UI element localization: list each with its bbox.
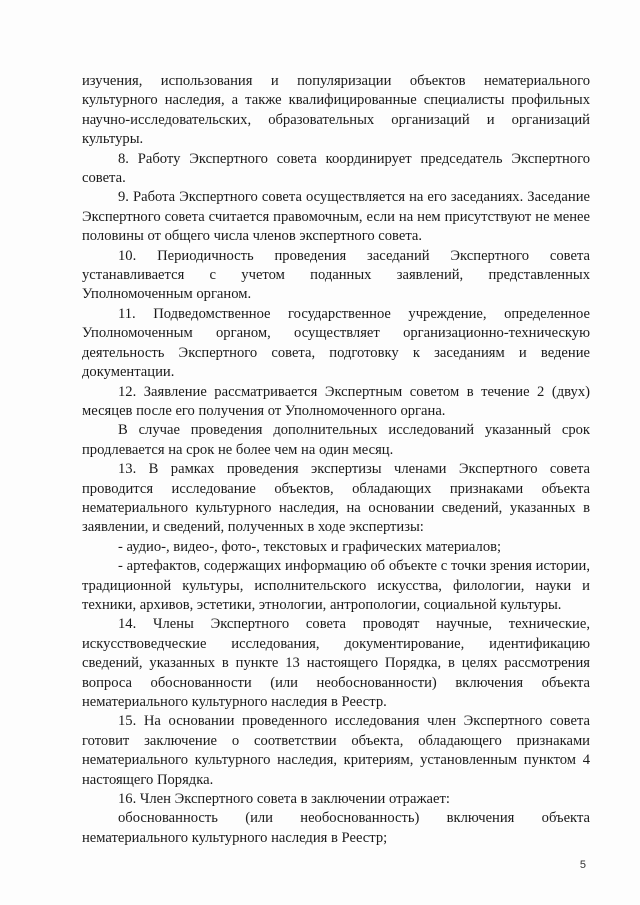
paragraph-10: 10. Периодичность проведения заседаний Экспертного совета устанавливается с учетом поданных заявлений, представленных Уполномоченным органом. [82,247,590,303]
paragraph-12-extension: В случае проведения дополнительных исследований указанный срок продлевается на срок не более чем на один месяц. [82,422,590,458]
list-item-artifacts: - артефактов, содержащих информацию об объекте с точки зрения истории, традиционной культуры, исполнительского искусства, филологии, науки и техники, архивов, эстетики, этнологии, антропологии, социальной культуры. [82,558,590,613]
document-body [82,72,590,848]
paragraph-9: 9. Работа Экспертного совета осуществляется на его заседаниях. Заседание Экспертного совета считается правомочным, если на нем присутствуют не менее половины от общего числа членов экспертного совета. [82,189,590,245]
paragraph-continued: изучения, использования и популяризации объектов нематериального культурного наследия, а также квалифицированные специалисты профильных научно-исследовательских, образовательных организаций и организаций культуры. [82,73,590,148]
paragraph-14: 14. Члены Экспертного совета проводят научные, технические, искусствоведческие исследования, документирование, идентификацию сведений, указанных в пункте 13 настоящего Порядка, в целях рассмотрения вопроса обоснованности (или необоснованности) включения объекта нематериального культурного наследия в Реестр. [82,616,590,710]
paragraph-11: 11. Подведомственное государственное учреждение, определенное Уполномоченным органом, осуществляет организационно-техническую деятельность Экспертного совета, подготовку к заседаниям и ведение документации. [82,305,590,381]
paragraph-15: 15. На основании проведенного исследования член Экспертного совета готовит заключение о соответствии объекта, обладающего признаками нематериального культурного наследия, критериям, установленным пунктом 4 настоящего Порядка. [82,713,590,788]
paragraph-16-item: обоснованность (или необоснованность) включения объекта нематериального культурного наследия в Реестр; [82,810,590,846]
paragraph-16: 16. Член Экспертного совета в заключении отражает: [118,791,450,808]
paragraph-13: 13. В рамках проведения экспертизы членами Экспертного совета проводится исследование объектов, обладающих признаками объекта нематериального культурного наследия, на основании сведений, указанных в заявлении, и сведений, полученных в ходе экспертизы: [82,461,590,536]
paragraph-12: 12. Заявление рассматривается Экспертным советом в течение 2 (двух) месяцев после его получения от Уполномоченного органа. [82,383,590,419]
page-number: 5 [579,859,586,871]
paragraph-8: 8. Работу Экспертного совета координирует председатель Экспертного совета. [82,150,590,187]
list-item-materials: - аудио-, видео-, фото-, текстовых и графических материалов; [118,538,502,555]
